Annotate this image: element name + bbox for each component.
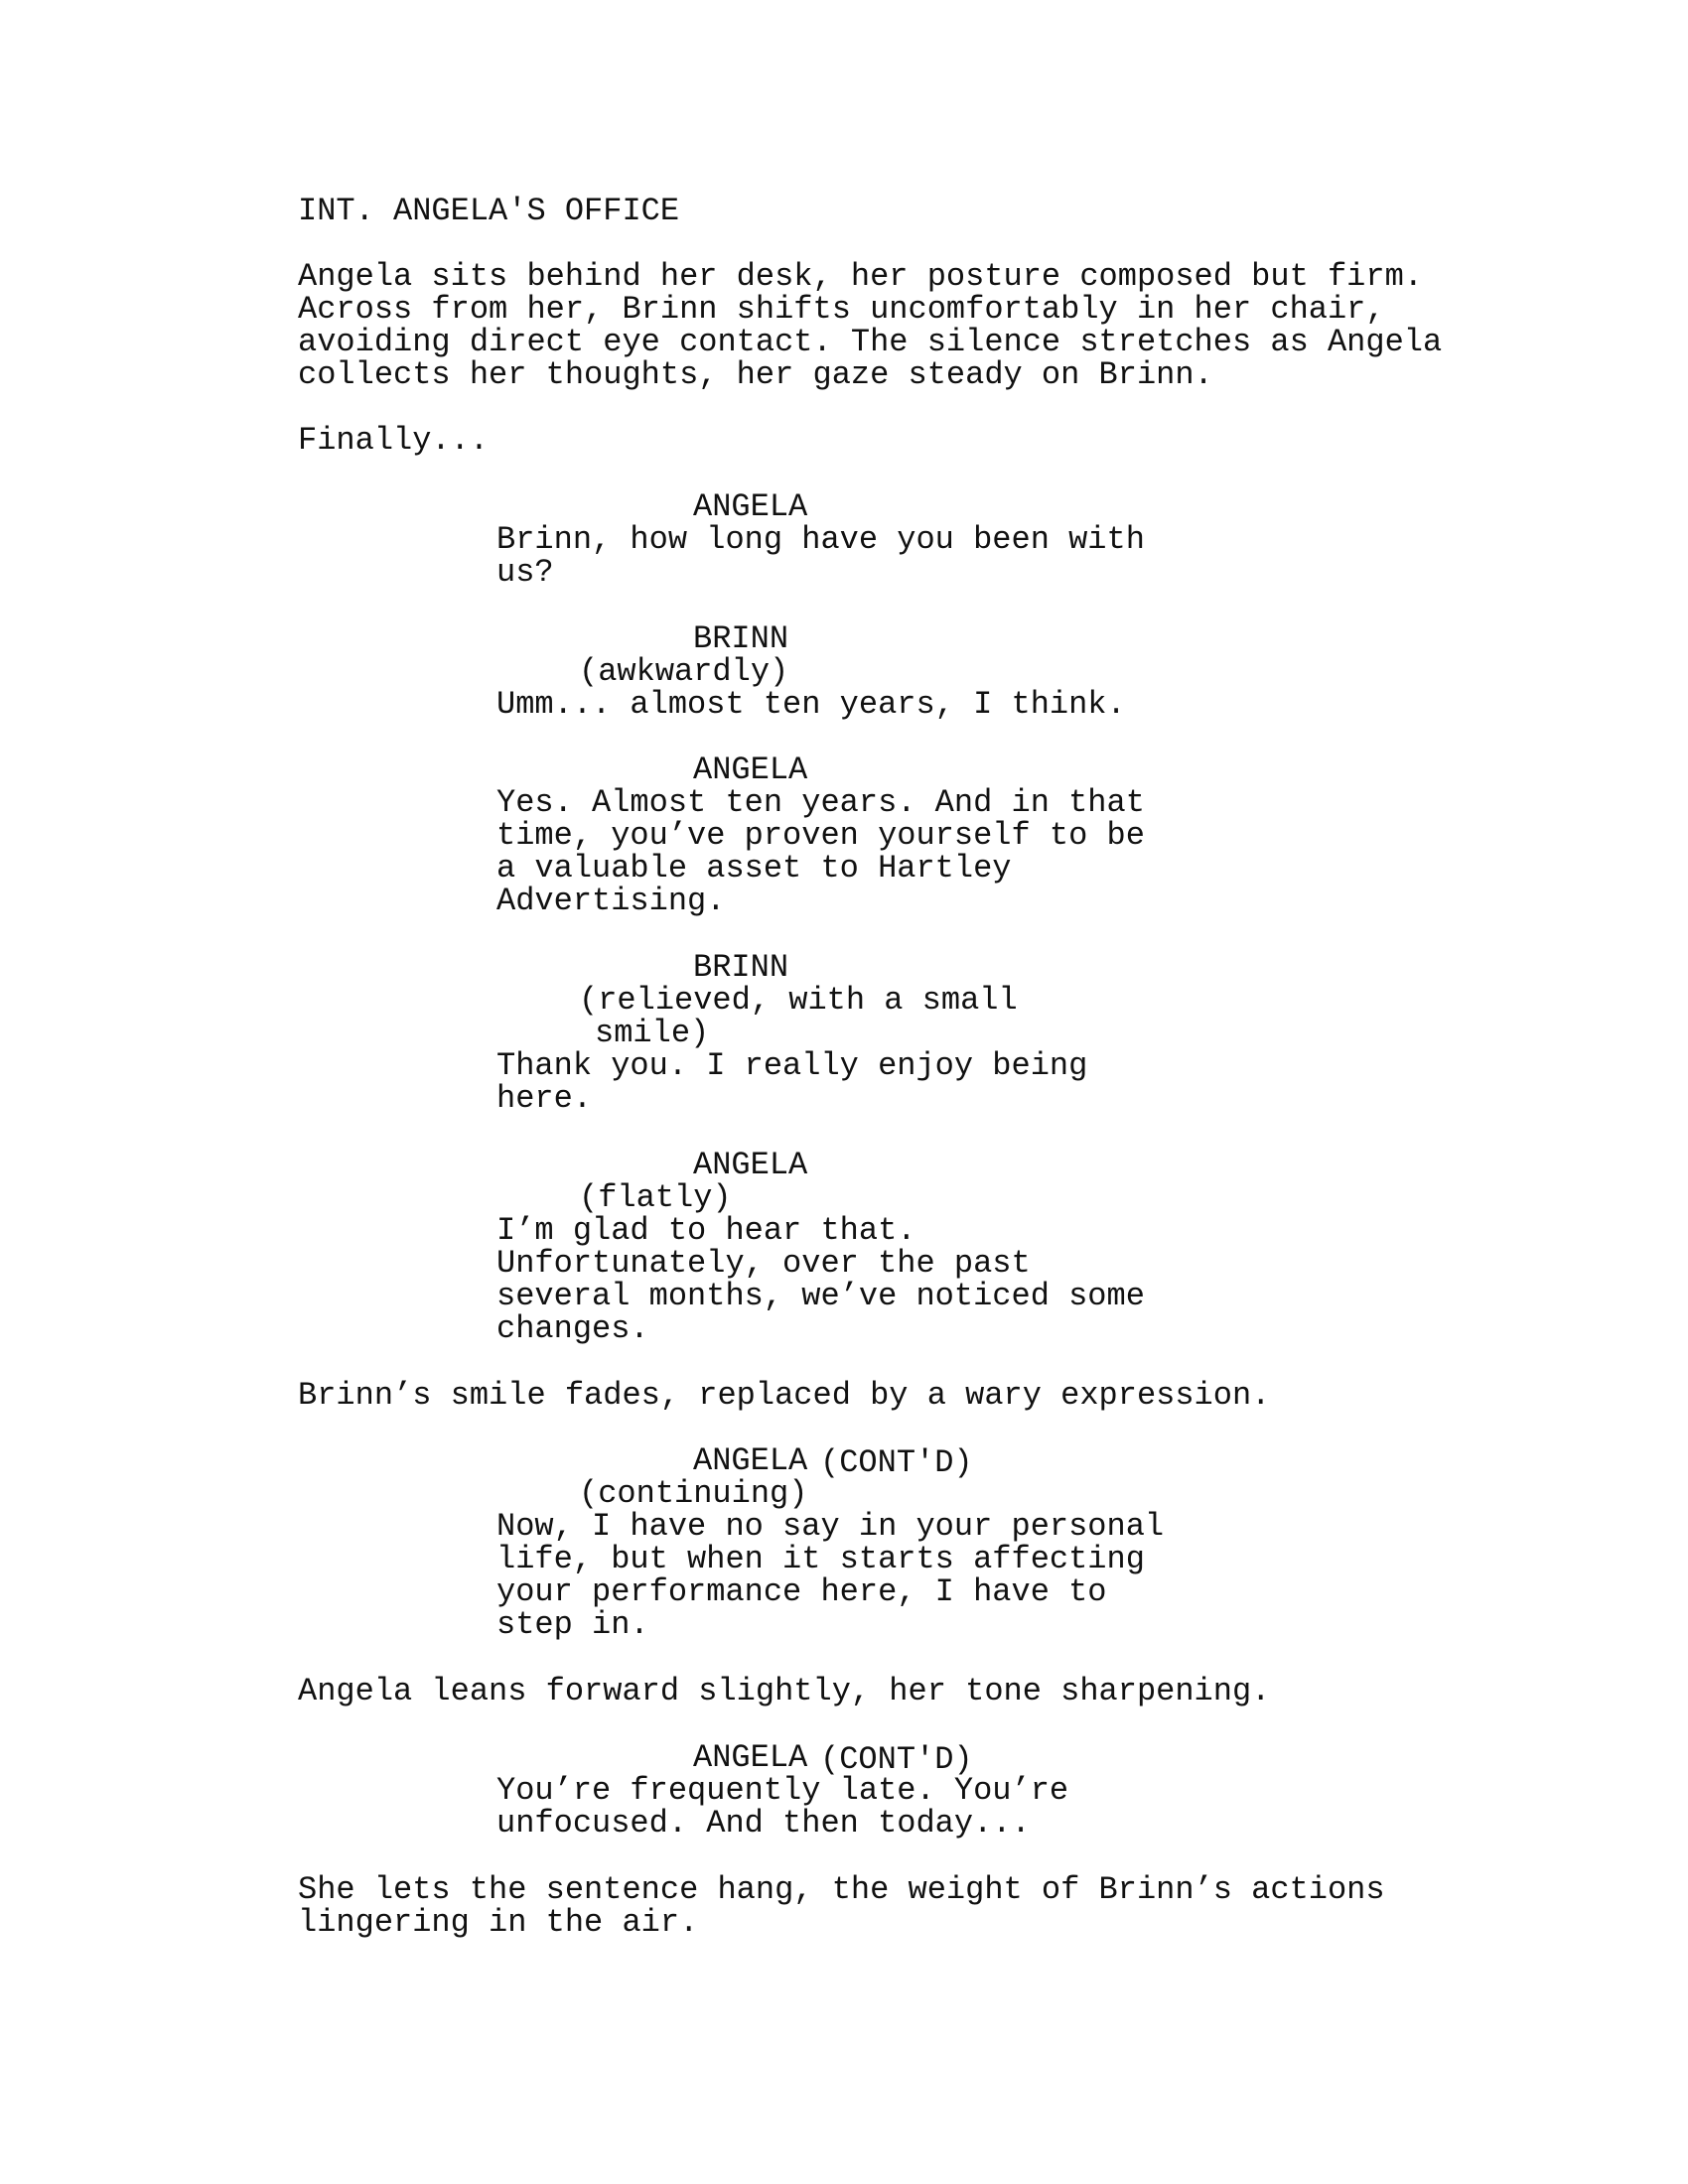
dialogue-line: several months, we’ve noticed some (496, 1278, 1145, 1314)
action-line: avoiding direct eye contact. The silence stretches as Angela (298, 324, 1443, 360)
dialogue-line: here. (496, 1080, 593, 1117)
character-name: ANGELA (693, 488, 808, 525)
dialogue-line: us? (496, 554, 554, 591)
dialogue-line: Brinn, how long have you been with (496, 521, 1145, 558)
character-name: BRINN (693, 949, 789, 986)
character-name: ANGELA (693, 1147, 808, 1183)
action-line: She lets the sentence hang, the weight of Brinn’s actions (298, 1871, 1385, 1908)
dialogue-line: step in. (496, 1606, 649, 1643)
action-line: lingering in the air. (298, 1904, 699, 1941)
action-line: Across from her, Brinn shifts uncomfortably in her chair, (298, 291, 1385, 328)
dialogue-line: your performance here, I have to (496, 1573, 1107, 1610)
dialogue-line: time, you’ve proven yourself to be (496, 817, 1145, 854)
scene-heading: INT. ANGELA'S OFFICE (298, 193, 680, 229)
action-line: Brinn’s smile fades, replaced by a wary expression. (298, 1377, 1271, 1414)
dialogue-line: Umm... almost ten years, I think. (496, 686, 1126, 723)
character-name: ANGELA (693, 1739, 808, 1776)
dialogue-line: I’m glad to hear that. (496, 1212, 916, 1249)
dialogue-line: Yes. Almost ten years. And in that (496, 784, 1145, 821)
character-name: ANGELA (693, 751, 808, 788)
action-line: collects her thoughts, her gaze steady on Brinn. (298, 356, 1213, 393)
parenthetical: (relieved, with a small (579, 982, 1018, 1019)
dialogue-line: life, but when it starts affecting (496, 1541, 1145, 1577)
contd-extension: (CONT'D) (820, 1741, 973, 1778)
action-line: Finally... (298, 422, 490, 459)
action-line: Angela leans forward slightly, her tone sharpening. (298, 1673, 1271, 1709)
dialogue-line: Advertising. (496, 883, 726, 919)
dialogue-line: unfocused. And then today... (496, 1805, 1031, 1842)
parenthetical: (continuing) (579, 1475, 808, 1512)
parenthetical: (flatly) (579, 1179, 732, 1216)
parenthetical: (awkwardly) (579, 653, 789, 690)
dialogue-line: Unfortunately, over the past (496, 1245, 1031, 1282)
dialogue-line: Now, I have no say in your personal (496, 1508, 1165, 1545)
dialogue-line: You’re frequently late. You’re (496, 1772, 1069, 1809)
character-name: BRINN (693, 620, 789, 657)
action-line: Angela sits behind her desk, her posture composed but firm. (298, 258, 1423, 295)
dialogue-line: a valuable asset to Hartley (496, 850, 1012, 887)
dialogue-line: changes. (496, 1310, 649, 1347)
contd-extension: (CONT'D) (820, 1444, 973, 1481)
character-name: ANGELA (693, 1442, 808, 1479)
dialogue-line: Thank you. I really enjoy being (496, 1047, 1088, 1084)
parenthetical: smile) (595, 1015, 710, 1051)
